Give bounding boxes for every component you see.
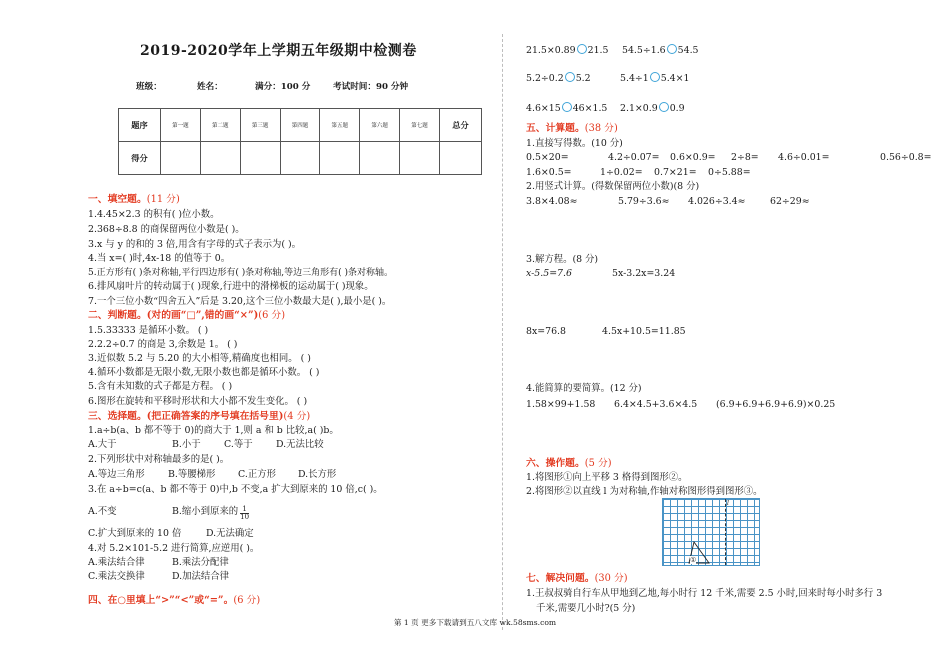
section-fill-title: 一、填空题。(11 分)	[88, 194, 180, 205]
calc-item: 4.6÷0.01=	[778, 152, 830, 163]
calc-item: 2÷8=	[731, 152, 759, 163]
section-solve-title: 七、解决问题。(30 分)	[526, 573, 628, 584]
score-row-head: 得分	[119, 142, 161, 175]
calc-item: 0.56÷0.8=	[880, 152, 932, 163]
drawing-grid[interactable]	[662, 498, 760, 566]
score-cell[interactable]	[440, 142, 482, 175]
score-col-3: 第三题	[240, 109, 280, 142]
compare-item: 2.1×0.9 0.9	[620, 103, 685, 114]
choice-option: A.等边三角形	[88, 469, 145, 480]
calc-item: 1.58×99+1.58	[526, 399, 596, 410]
judge-q2: 2.2.2÷0.7 的商是 3,余数是 1。 ( )	[88, 339, 238, 350]
section-operate-title: 六、操作题。(5 分)	[526, 458, 612, 469]
choice-q3: 3.在 a÷b=c(a、b 都不等于 0)中,b 不变,a 扩大到原来的 10 倍,c( )。	[88, 484, 383, 495]
choice-option: C.乘法交换律	[88, 571, 145, 582]
calc-item: 4.5x+10.5=11.85	[602, 326, 686, 337]
full-score: 满分：100 分	[255, 82, 311, 92]
choice-option: C.扩大到原来的 10 倍	[88, 528, 182, 539]
choice-q1: 1.a÷b(a、b 都不等于 0)的商大于 1,则 a 和 b 比较,a( )b。	[88, 425, 339, 436]
calc-item: 8x=76.8	[526, 326, 566, 337]
score-cell[interactable]	[161, 142, 201, 175]
exam-time: 考试时间：90 分钟	[333, 82, 409, 92]
choice-q4: 4.对 5.2×101-5.2 进行简算,应逆用( )。	[88, 543, 260, 554]
fill-q3: 3.x 与 y 的和的 3 倍,用含有字母的式子表示为( )。	[88, 239, 302, 250]
page-title: 2019-2020学年上学期五年级期中检测卷	[140, 43, 417, 59]
judge-q3: 3.近似数 5.2 与 5.20 的大小相等,精确度也相同。 ( )	[88, 353, 311, 364]
score-col-2: 第二题	[200, 109, 240, 142]
choice-option: A.不变	[88, 506, 117, 517]
score-col-5: 第五题	[320, 109, 360, 142]
choice-option: B.乘法分配律	[172, 557, 229, 568]
compare-item: 4.6×15 46×1.5	[526, 103, 608, 114]
choice-option: B.等腰梯形	[168, 469, 216, 480]
score-col-6: 第六题	[360, 109, 400, 142]
choice-option: B.缩小到原来的 $\frac{1}{10}$	[172, 505, 250, 521]
symmetry-axis-l	[725, 499, 726, 565]
judge-q5: 5.含有未知数的式子都是方程。 ( )	[88, 381, 233, 392]
column-divider	[502, 34, 503, 630]
section-calc-title: 五、计算题。(38 分)	[526, 123, 618, 134]
operate-q2: 2.将图形②以直线 l 为对称轴,作轴对称图形得到图形③。	[526, 486, 763, 497]
calc-item: 1.6×0.5=	[526, 167, 572, 178]
score-table-row	[119, 142, 482, 175]
choice-option: C.正方形	[238, 469, 276, 480]
choice-option: A.乘法结合律	[88, 557, 145, 568]
choice-option: D.长方形	[298, 469, 337, 480]
fill-q6: 6.排风扇叶片的转动属于( )现象,行进中的滑梯板的运动属于( )现象。	[88, 281, 374, 292]
calc-item: 6.4×4.5+3.6×4.5	[614, 399, 698, 410]
solve-q1-line1: 1.王叔叔骑自行车从甲地到乙地,每小时行 12 千米,需要 2.5 小时,回来时每小时多行 3	[526, 588, 883, 599]
score-table-head: 题序	[119, 109, 161, 142]
score-col-4: 第四题	[280, 109, 320, 142]
calc-item: 62÷29≈	[770, 196, 810, 207]
compare-circle[interactable]	[565, 72, 575, 82]
choice-option: B.小于	[172, 439, 201, 450]
class-label: 班级：	[136, 82, 162, 92]
score-cell[interactable]	[320, 142, 360, 175]
fill-q5: 5.正方形有( )条对称轴,平行四边形有( )条对称轴,等边三角形有( )条对称轴。	[88, 268, 393, 278]
judge-q1: 1.5.33333 是循环小数。 ( )	[88, 325, 209, 336]
section-judge-title: 二、判断题。(对的画“□”,错的画“×”)(6 分)	[88, 310, 286, 321]
score-cell[interactable]	[200, 142, 240, 175]
calc-vertical-title: 2.用竖式计算。(得数保留两位小数)(8 分)	[526, 181, 700, 192]
compare-circle[interactable]	[650, 72, 660, 82]
judge-q6: 6.图形在旋转和平移时形状和大小都不发生变化。 ( )	[88, 396, 308, 407]
compare-circle[interactable]	[659, 102, 669, 112]
score-cell[interactable]	[360, 142, 400, 175]
calc-item: 0÷5.88=	[708, 167, 751, 178]
calc-equation-title: 3.解方程。(8 分)	[526, 254, 599, 265]
score-col-7: 第七题	[400, 109, 440, 142]
operate-q1: 1.将图形①向上平移 3 格得到图形②。	[526, 472, 688, 483]
score-cell[interactable]	[280, 142, 320, 175]
calc-item: 5.79÷3.6≈	[618, 196, 670, 207]
score-cell[interactable]	[400, 142, 440, 175]
score-total-head: 总分	[440, 109, 482, 142]
fill-q4: 4.当 x=( )时,4x-18 的值等于 0。	[88, 253, 231, 264]
calc-item: x-5.5=7.6	[526, 268, 572, 279]
choice-option: D.无法比较	[276, 439, 324, 450]
fraction-one-tenth: $\frac{1}{10}$	[240, 505, 250, 521]
calc-direct-title: 1.直接写得数。(10 分)	[526, 138, 623, 149]
calc-item: 0.7×21=	[654, 167, 697, 178]
judge-q4: 4.循环小数都是无限小数,无限小数也都是循环小数。 ( )	[88, 367, 320, 378]
choice-option: D.无法确定	[206, 528, 254, 539]
figure-1-label: ①	[690, 556, 697, 564]
choice-option: D.加法结合律	[172, 571, 230, 582]
score-table-row	[119, 109, 482, 142]
calc-item: 1÷0.02=	[600, 167, 643, 178]
compare-item: 5.2÷0.2 5.2	[526, 73, 591, 84]
choice-q2: 2.下列形状中对称轴最多的是( )。	[88, 454, 230, 465]
axis-label: l	[727, 500, 729, 507]
fill-q1: 1.4.45×2.3 的积有( )位小数。	[88, 209, 220, 220]
choice-option: A.大于	[88, 439, 117, 450]
compare-item: 21.5×0.89 21.5	[526, 45, 609, 56]
calc-item: (6.9+6.9+6.9+6.9)×0.25	[716, 399, 836, 410]
compare-circle[interactable]	[667, 44, 677, 54]
section-compare-title: 四、在○里填上“>”“<”或“=”。(6 分)	[88, 595, 261, 606]
calc-item: 4.2÷0.07=	[608, 152, 660, 163]
calc-item: 0.5×20=	[526, 152, 569, 163]
compare-item: 54.5÷1.6 54.5	[622, 45, 699, 56]
compare-circle[interactable]	[577, 44, 587, 54]
score-col-1: 第一题	[161, 109, 201, 142]
score-table	[118, 108, 482, 175]
calc-simple-title: 4.能简算的要简算。(12 分)	[526, 383, 642, 394]
fill-q7: 7.一个三位小数“四舍五入”后是 3.20,这个三位小数最大是( ),最小是( )。	[88, 296, 392, 307]
calc-item: 3.8×4.08≈	[526, 196, 578, 207]
compare-circle[interactable]	[562, 102, 572, 112]
compare-item: 5.4÷1 5.4×1	[620, 73, 690, 84]
section-choice-title: 三、选择题。(把正确答案的序号填在括号里)(4 分)	[88, 411, 311, 422]
choice-option: C.等于	[224, 439, 253, 450]
calc-item: 5x-3.2x=3.24	[612, 268, 676, 279]
fill-q2: 2.368÷8.8 的商保留两位小数是( )。	[88, 224, 245, 235]
page-footer: 第 1 页 更多下载请到五八文库 wk.58sms.com	[393, 618, 557, 627]
name-label: 姓名：	[197, 82, 223, 92]
solve-q1-line2: 千米,需要几小时?(5 分)	[536, 603, 636, 614]
score-cell[interactable]	[240, 142, 280, 175]
calc-item: 0.6×0.9=	[670, 152, 716, 163]
calc-item: 4.026÷3.4≈	[688, 196, 746, 207]
